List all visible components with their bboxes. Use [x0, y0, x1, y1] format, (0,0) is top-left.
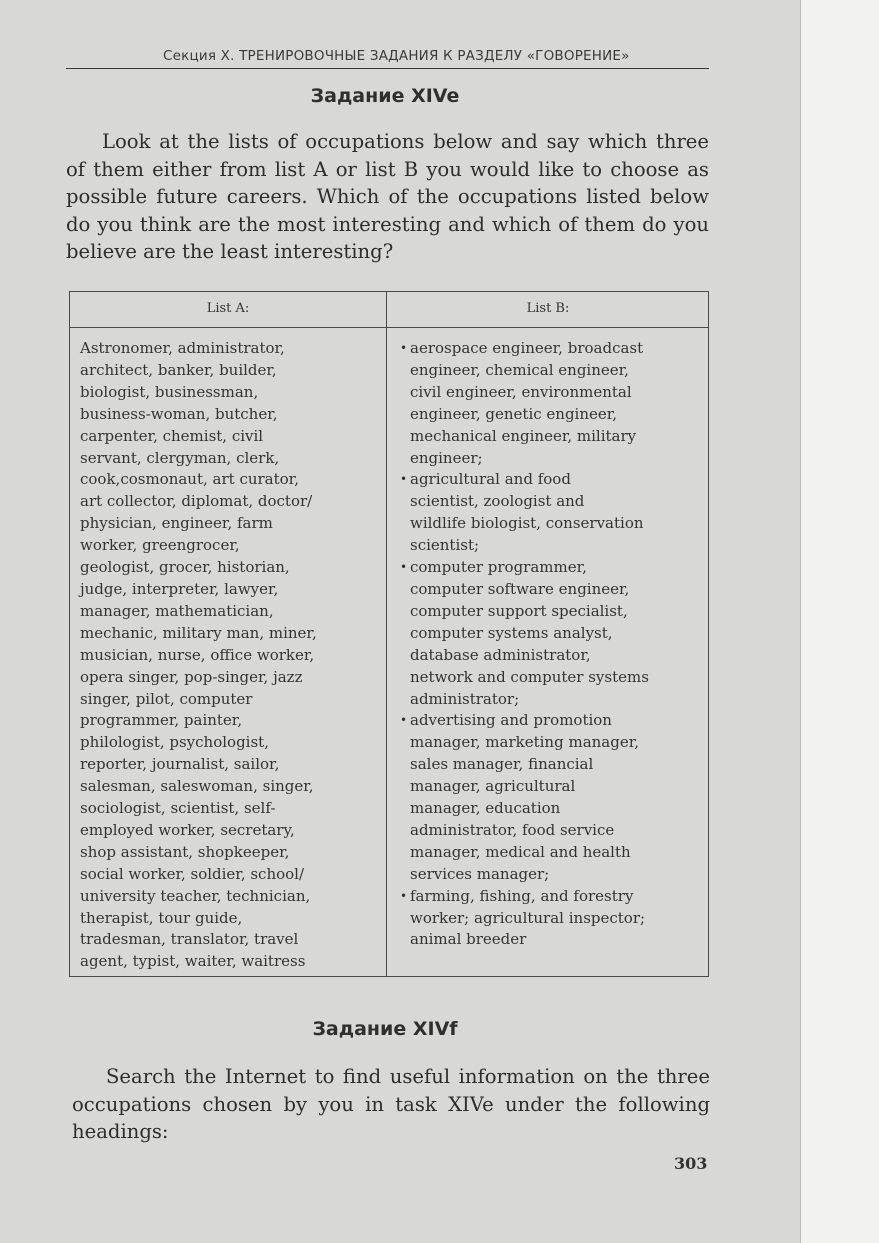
list-b-line: wildlife biologist, conservation — [410, 514, 644, 533]
list-a-line: therapist, tour guide, — [80, 908, 243, 927]
table-column-divider — [386, 292, 387, 976]
list-b-line: scientist, zoologist and — [410, 492, 585, 511]
header-rule — [66, 68, 709, 69]
list-a-line: singer, pilot, computer — [80, 689, 253, 708]
list-b-line: manager, marketing manager, — [410, 733, 640, 752]
list-a-line: geologist, grocer, historian, — [80, 558, 290, 577]
list-b-item — [400, 557, 705, 710]
list-b-line: manager, education — [410, 799, 561, 818]
list-a-line: employed worker, secretary, — [80, 820, 295, 839]
scan-margin — [800, 0, 879, 1243]
list-b-line: mechanical engineer, military — [410, 426, 637, 445]
list-b-line: • aerospace engineer, broadcast — [410, 339, 644, 357]
list-a-line: worker, greengrocer, — [80, 536, 240, 555]
list-b-line: • advertising and promotion — [410, 711, 612, 730]
list-b-line: civil engineer, environmental — [410, 382, 632, 401]
list-a-line: agent, typist, waiter, waitress — [80, 952, 306, 971]
list-b-line: • computer programmer, — [410, 558, 587, 577]
task-title-xive: Задание XIVe — [310, 85, 460, 107]
list-b-line: sales manager, financial — [410, 755, 594, 774]
task-xive-instructions: Look at the lists of occupations below and say which three of them either from list A or list B you would like to choose as possible future careers. Which of the occupations listed below do you think are the most interesting and which of them do you believe are the least interesting? — [66, 130, 709, 263]
list-b-cell — [400, 338, 705, 951]
list-a-line: musician, nurse, office worker, — [80, 645, 315, 664]
list-a-line: carpenter, chemist, civil — [80, 426, 264, 445]
list-a-line: programmer, painter, — [80, 711, 243, 730]
list-a-line: manager, mathematician, — [80, 601, 274, 620]
list-b-line: • agricultural and food — [410, 470, 571, 489]
list-a-line: sociologist, scientist, self- — [80, 799, 276, 818]
list-a-line: business-woman, butcher, — [80, 404, 278, 423]
list-a-line: judge, interpreter, lawyer, — [80, 579, 279, 598]
page-number: 303 — [674, 1154, 708, 1173]
list-b-line: services manager; — [410, 864, 550, 883]
list-b-line: scientist; — [410, 536, 480, 555]
list-a-header: List A: — [206, 301, 250, 316]
task-title-xivf: Задание XIVf — [312, 1018, 458, 1040]
list-a-line: social worker, soldier, school/ — [80, 864, 305, 883]
list-b-item — [400, 886, 705, 952]
list-a-cell — [80, 338, 382, 973]
list-b-line: computer software engineer, — [410, 579, 630, 598]
list-a-line: art collector, diplomat, doctor/ — [80, 492, 313, 511]
list-a-line: architect, banker, builder, — [80, 360, 277, 379]
list-a-line: reporter, journalist, sailor, — [80, 755, 280, 774]
list-b-item — [400, 710, 705, 885]
list-b-item — [400, 338, 705, 469]
list-b-line: manager, medical and health — [410, 842, 631, 861]
list-b-header: List B: — [526, 301, 570, 316]
list-a-line: biologist, businessman, — [80, 382, 259, 401]
list-b-line: engineer; — [410, 448, 483, 467]
list-a-line: salesman, saleswoman, singer, — [80, 777, 314, 796]
occupations-table — [69, 291, 709, 977]
list-b-line: animal breeder — [410, 930, 527, 949]
task-xivf-instructions: Search the Internet to find useful information on the three occupations chosen by you in task XIVe under the following headings: — [72, 1065, 710, 1143]
list-b-line: manager, agricultural — [410, 777, 576, 796]
list-b-line: engineer, genetic engineer, — [410, 404, 618, 423]
list-b-line: administrator; — [410, 689, 520, 708]
list-b-line: engineer, chemical engineer, — [410, 360, 629, 379]
running-head: Секция X. ТРЕНИРОВОЧНЫЕ ЗАДАНИЯ К РАЗДЕЛУ «ГОВОРЕНИЕ» — [163, 48, 630, 64]
list-b-line: database administrator, — [410, 645, 591, 664]
list-a-line: mechanic, military man, miner, — [80, 623, 317, 642]
list-b-line: administrator, food service — [410, 820, 615, 839]
list-a-line: tradesman, translator, travel — [80, 930, 299, 949]
list-a-line: philologist, psychologist, — [80, 733, 269, 752]
list-b-line: computer systems analyst, — [410, 623, 613, 642]
list-b-line: network and computer systems — [410, 667, 649, 686]
table-header-divider — [70, 327, 708, 328]
list-b-item — [400, 469, 705, 557]
list-a-line: shop assistant, shopkeeper, — [80, 842, 290, 861]
list-b-line: computer support specialist, — [410, 601, 628, 620]
list-a-line: cook,cosmonaut, art curator, — [80, 470, 299, 489]
list-a-line: opera singer, pop-singer, jazz — [80, 667, 303, 686]
list-a-line: Astronomer, administrator, — [80, 339, 285, 357]
list-a-line: university teacher, technician, — [80, 886, 311, 905]
list-a-line: physician, engineer, farm — [80, 514, 273, 533]
list-a-line: servant, clergyman, clerk, — [80, 448, 280, 467]
list-b-line: • farming, fishing, and forestry — [410, 886, 634, 905]
list-b-line: worker; agricultural inspector; — [410, 908, 646, 927]
